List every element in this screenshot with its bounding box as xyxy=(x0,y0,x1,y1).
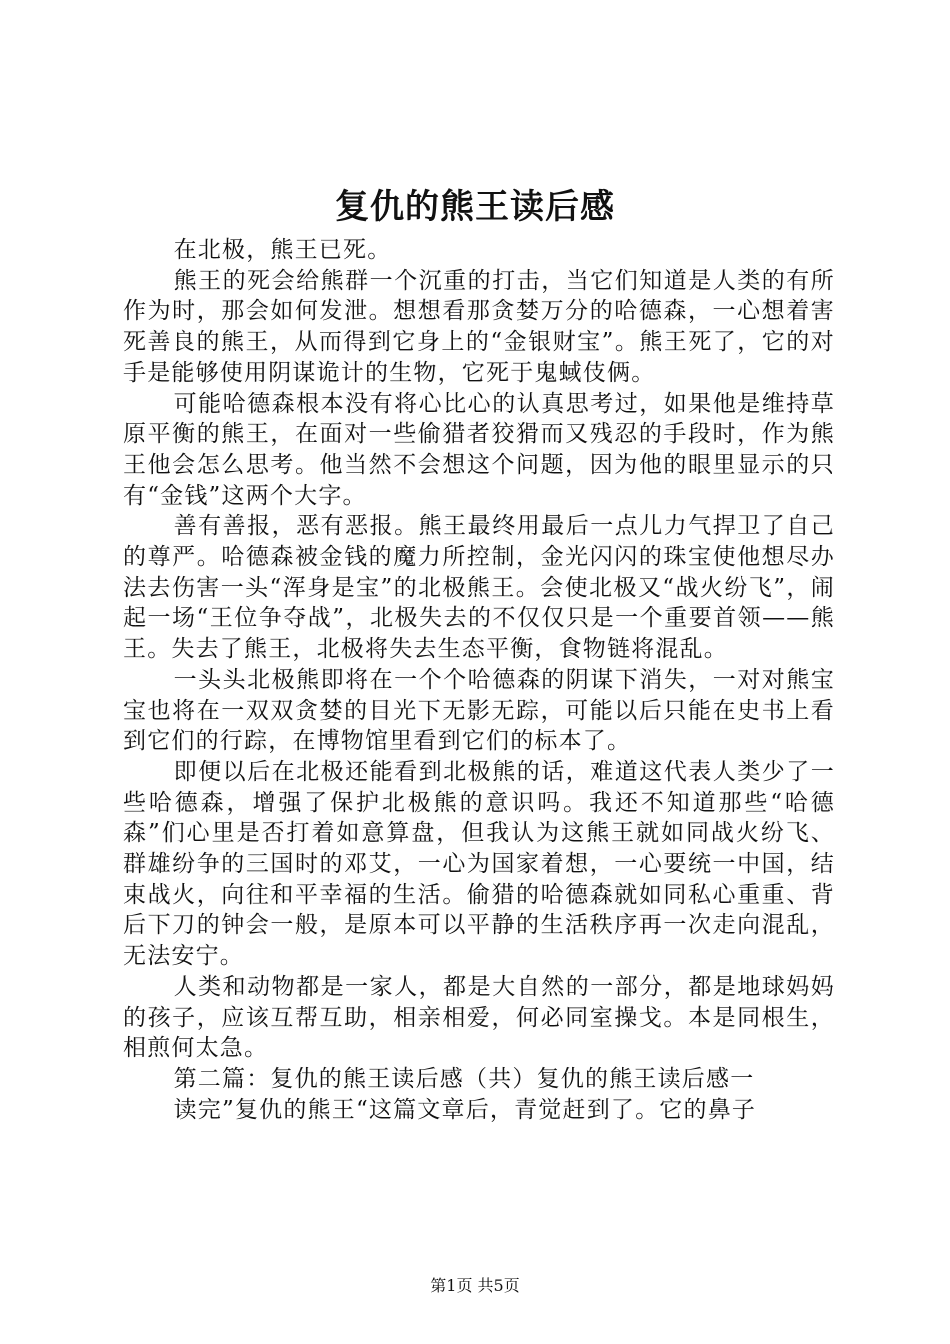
paragraph: 善有善报，恶有恶报。熊王最终用最后一点儿力气捍卫了自己的尊严。哈德森被金钱的魔力所控制，金光闪闪的珠宝使他想尽办法去伤害一头“浑身是宝”的北极熊王。会使北极又“战火纷飞”，闹起一场“王位争夺战”，北极失去的不仅仅只是一个重要首领——熊王。失去了熊王，北极将失去生态平衡，食物链将混乱。 xyxy=(123,513,835,663)
paragraph: 可能哈德森根本没有将心比心的认真思考过，如果他是维持草原平衡的熊王，在面对一些偷猎者狡猾而又残忍的手段时，作为熊王他会怎么思考。他当然不会想这个问题，因为他的眼里显示的只有“金钱”这两个大字。 xyxy=(123,390,835,509)
paragraph: 在北极，熊王已死。 xyxy=(173,237,392,263)
paragraph: 即便以后在北极还能看到北极熊的话，难道这代表人类少了一些哈德森，增强了保护北极熊的意识吗。我还不知道那些“哈德森”们心里是否打着如意算盘，但我认为这熊王就如同战火纷飞、群雄纷争的三国时的邓艾，一心为国家着想，一心要统一中国，结束战火，向往和平幸福的生活。偷猎的哈德森就如同私心重重、背后下刀的钟会一般，是原本可以平静的生活秩序再一次走向混乱，无法安宁。 xyxy=(123,758,835,970)
document-title: 复仇的熊王读后感 xyxy=(335,187,615,227)
paragraph: 熊王的死会给熊群一个沉重的打击，当它们知道是人类的有所作为时，那会如何发泄。想想看那贪婪万分的哈德森，一心想着害死善良的熊王，从而得到它身上的“金银财宝”。熊王死了，它的对手是能够使用阴谋诡计的生物，它死于鬼蜮伎俩。 xyxy=(123,267,835,386)
document-body xyxy=(123,235,835,1125)
paragraph: 一头头北极熊即将在一个个哈德森的阴谋下消失，一对对熊宝宝也将在一双双贪婪的目光下无影无踪，可能以后只能在史书上看到它们的行踪，在博物馆里看到它们的标本了。 xyxy=(123,666,835,755)
page-footer: 第1页 共5页 xyxy=(430,1276,520,1295)
paragraph: 读完”复仇的熊王“这篇文章后，青觉赶到了。它的鼻子 xyxy=(173,1096,757,1123)
section-heading-paragraph: 第二篇：复仇的熊王读后感（共）复仇的熊王读后感一 xyxy=(173,1065,755,1092)
paragraph: 人类和动物都是一家人，都是大自然的一部分，都是地球妈妈的孩子，应该互帮互助，相亲相爱，何必同室操戈。本是同根生，相煎何太急。 xyxy=(123,973,835,1062)
